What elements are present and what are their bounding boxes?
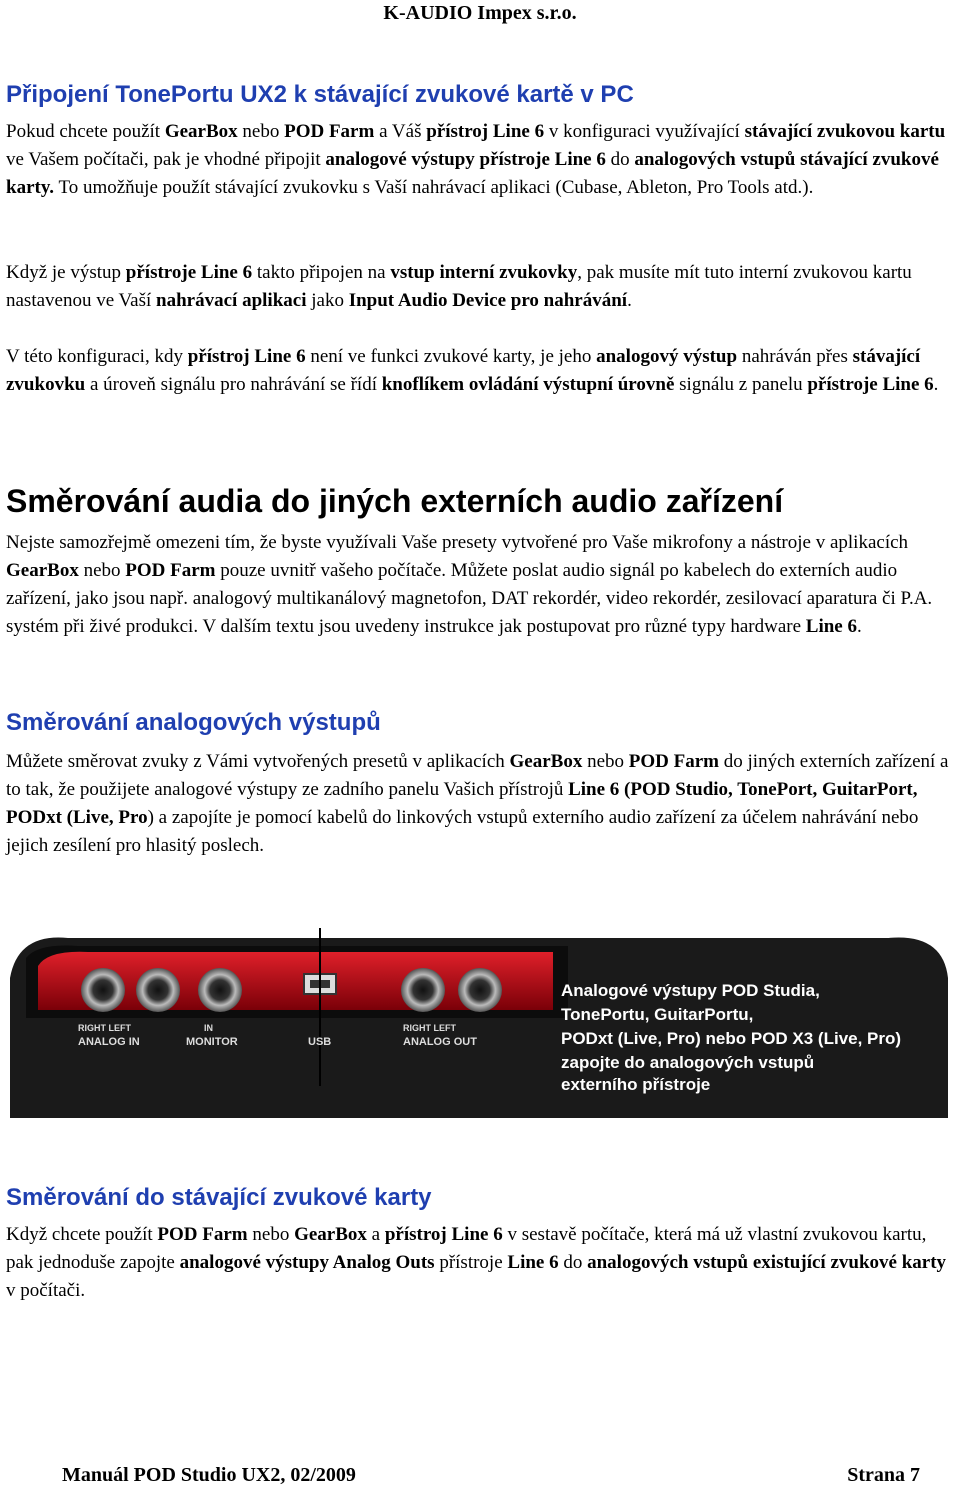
text-run: Line 6 [805,616,857,637]
text-run: GearBox [6,560,79,581]
text-run: GearBox [164,121,238,142]
device-rear-panel-figure [8,918,953,1123]
text-run: nebo [247,1224,295,1245]
text-run: vstup interní zvukovky [390,262,578,283]
paragraph-existing-card [6,1221,956,1305]
text-run: , pak musíte mít tuto interní zvukovou kartu nastavenou ve Vaší [6,262,912,311]
jack-analog-out-right [401,968,445,1012]
text-run: Když je výstup [6,262,126,283]
text-run: do [558,1252,588,1273]
callout-line-5: externího přístroje [561,1075,711,1094]
section-title-analog-outputs: Směrování analogových výstupů [6,709,381,736]
paragraph-routing [6,529,956,641]
section-title-routing: Směrování audia do jiných externích audio zařízení [6,483,784,519]
footer-page-number: Strana 7 [847,1464,920,1486]
section-title-existing-card: Směrování do stávající zvukové karty [6,1184,432,1211]
text-run: POD Farm [157,1224,248,1245]
label-analog-out: ANALOG OUT [403,1036,477,1048]
jack-analog-out-left [458,968,502,1012]
jack-monitor-in [198,968,242,1012]
paragraph-connect-3 [6,343,956,399]
text-run: To umožňuje použít stávající zvukovku s Vaší nahrávací aplikaci (Cubase, Ableton, Pro Tools atd.). [54,177,814,198]
text-run: přístroje Line 6 [125,262,253,283]
text-run: analogových vstupů existující zvukové karty [587,1252,947,1273]
text-run: v sestavě počítače, která má už vlastní zvukovou kartu, pak jednoduše zapojte [6,1224,927,1273]
text-run: analogové výstupy Analog Outs [179,1252,435,1273]
text-run: přístroje Line 6 [807,374,934,395]
text-run: Line 6 (POD Studio, TonePort, GuitarPort, PODxt (Live, Pro [6,779,918,828]
text-run: stávající zvukovku [6,346,921,395]
text-run: GearBox [294,1224,367,1245]
callout-line-4: zapojte do analogových vstupů [561,1053,815,1072]
text-run: Line 6 [507,1252,559,1273]
text-run: přístroj Line 6 [187,346,306,367]
text-run: jako [306,290,349,311]
text-run: stávající zvukovou kartu [744,121,946,142]
text-run: nahrávací aplikaci [156,290,307,311]
text-run: nebo [78,560,126,581]
text-run: do [605,149,635,170]
text-run: nebo [237,121,285,142]
text-run: POD Farm [284,121,375,142]
label-monitor-top: IN [204,1023,213,1033]
jack-analog-in-right [81,968,125,1012]
text-run: . [933,374,939,395]
text-run: V této konfiguraci, kdy [6,346,188,367]
text-run: a úroveň signálu pro nahrávání se řídí [85,374,382,395]
label-analog-in-top: RIGHT LEFT [78,1023,131,1033]
label-monitor: MONITOR [186,1036,238,1048]
callout-line-1: Analogové výstupy POD Studia, [561,981,820,1000]
label-analog-out-top: RIGHT LEFT [403,1023,456,1033]
text-run: nebo [582,751,629,772]
text-run: Input Audio Device pro nahrávání [348,290,628,311]
text-run: analogové výstupy přístroje Line 6 [325,149,606,170]
text-run: přístroje [434,1252,508,1273]
paragraph-connect-2 [6,259,956,315]
text-run: analogových vstupů stávající zvukové karty. [6,149,939,198]
text-run: analogový výstup [596,346,738,367]
jack-analog-in-left [136,968,180,1012]
paragraph-analog-outputs [6,748,956,860]
text-run: . [627,290,632,311]
paragraph-connect-1 [6,118,956,202]
text-run: takto připojen na [252,262,391,283]
label-usb: USB [308,1036,332,1048]
footer-manual-title: Manuál POD Studio UX2, 02/2009 [62,1464,356,1486]
text-run: Můžete směrovat zvuky z Vámi vytvořených presetů v aplikacích [6,751,510,772]
text-run: Nejste samozřejmě omezeni tím, že byste využívali Vaše presety vytvořené pro Vaše mikrofony a nástroje v aplikacích [6,532,909,553]
text-run: Pokud chcete použít [6,121,165,142]
text-run: není ve funkci zvukové karty, je jeho [305,346,597,367]
text-run: v konfiguraci využívající [544,121,745,142]
section-title-connect: Připojení TonePortu UX2 k stávající zvukové kartě v PC [6,81,634,108]
text-run: ve Vašem počítači, pak je vhodné připojit [6,149,326,170]
text-run: přístroj Line 6 [426,121,545,142]
text-run: pouze uvnitř vašeho počítače. Můžete poslat audio signál po kabelech do externích audio zařízení, jako jsou např. analogový multikanálový magnetofon, DAT rekordér, video rekordér, zesilovací aparatura či P.A. systém při živé produkci. V dalším textu jsou uvedeny instrukce jak postupovat pro různé typy hardware [6,560,933,637]
label-analog-in: ANALOG IN [78,1036,140,1048]
callout-line-3: PODxt (Live, Pro) nebo POD X3 (Live, Pro) [561,1029,902,1048]
text-run: a Váš [374,121,427,142]
text-run: v počítači. [6,1280,86,1301]
page-header: K-AUDIO Impex s.r.o. [383,2,577,24]
text-run: POD Farm [125,560,216,581]
text-run: . [856,616,862,637]
text-run: ) a zapojíte je pomocí kabelů do linkových vstupů externího audio zařízení za účelem nahrávání nebo jejich zesílení pro hlasitý poslech. [6,807,919,856]
callout-line-2: TonePortu, GuitarPortu, [561,1005,754,1024]
text-run: do jiných externích zařízení a to tak, že použijete analogové výstupy ze zadního panelu Vašich přístrojů [6,751,949,800]
text-run: nahráván přes [737,346,853,367]
text-run: přístroj Line 6 [384,1224,503,1245]
text-run: signálu z panelu [674,374,808,395]
text-run: Když chcete použít [6,1224,158,1245]
text-run: POD Farm [628,751,720,772]
text-run: a [366,1224,385,1245]
text-run: GearBox [509,751,583,772]
text-run: knoflíkem ovládání výstupní úrovně [381,374,675,395]
